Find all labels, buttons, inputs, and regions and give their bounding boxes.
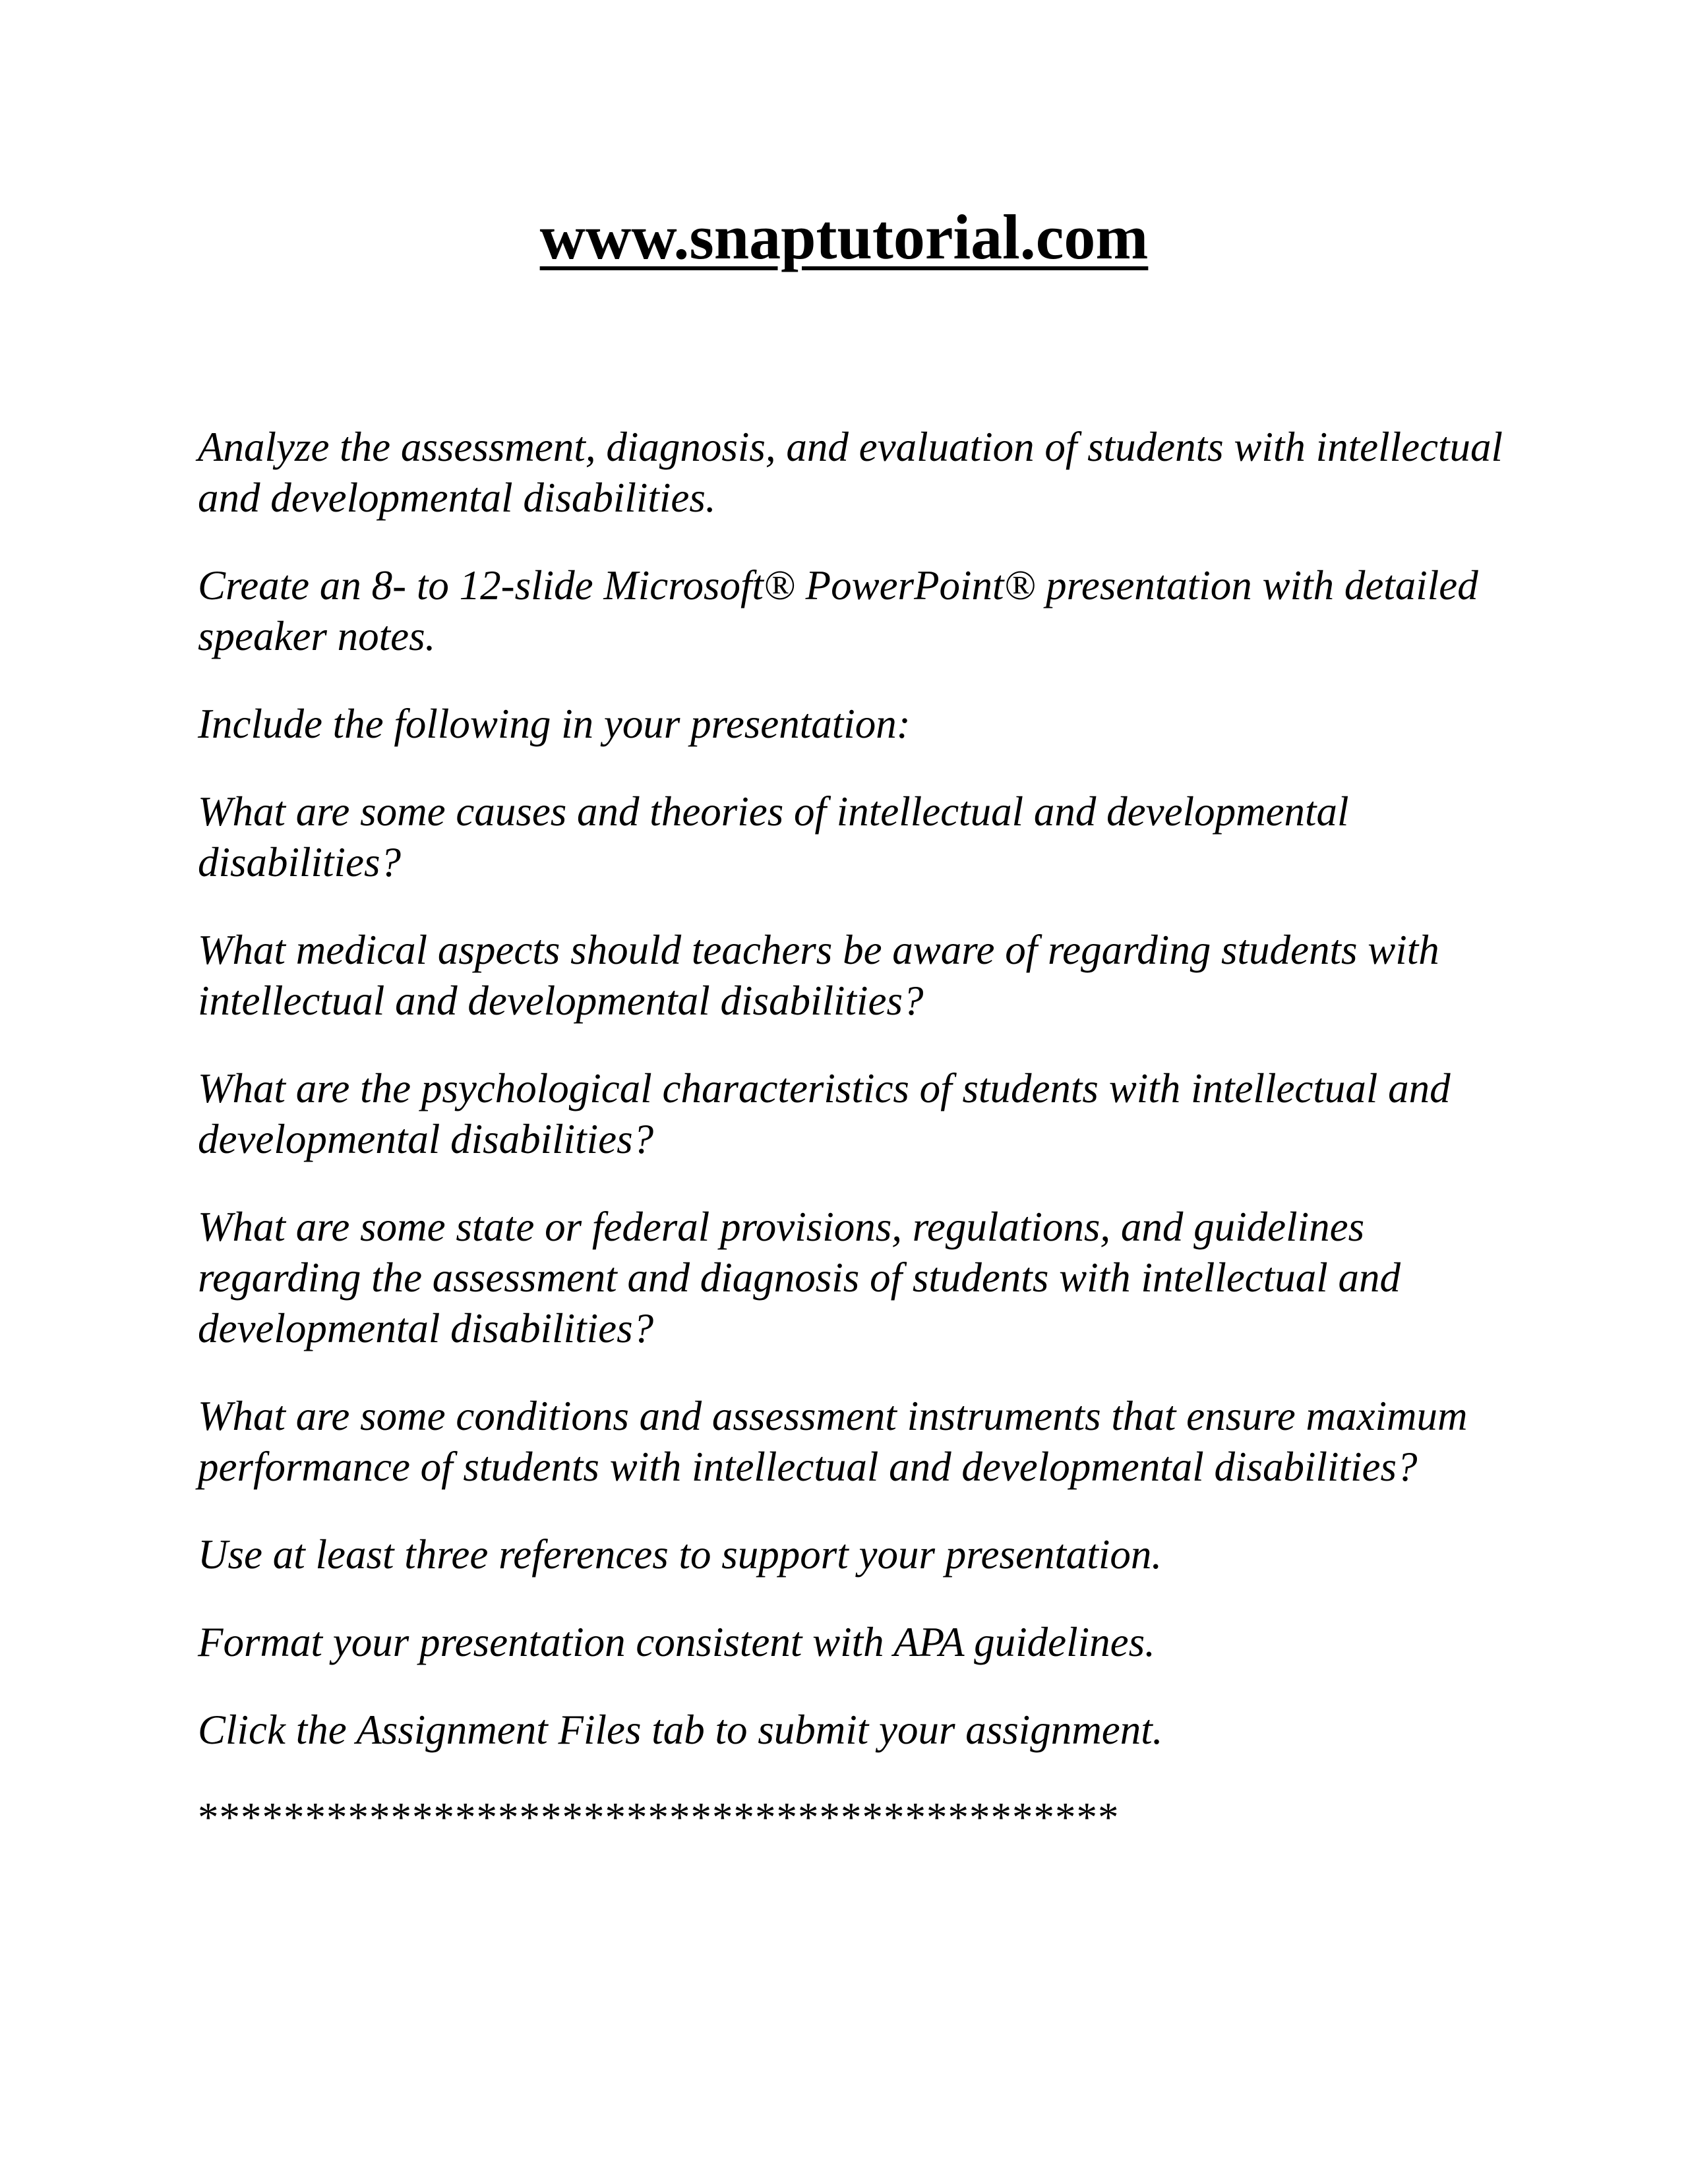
site-url-heading[interactable]: www.snaptutorial.com	[539, 202, 1149, 272]
paragraph-create-presentation: Create an 8- to 12-slide Microsoft® PowerPoint® presentation with detailed speaker notes.	[198, 562, 1478, 659]
paragraph-question-provisions: What are some state or federal provisions, regulations, and guidelines regarding the assessment and diagnosis of students with intellectual and developmental disabilities?	[198, 1204, 1401, 1351]
asterisk-separator: *******************************************	[198, 1794, 1120, 1841]
paragraph-question-medical: What medical aspects should teachers be aware of regarding students with intellectual and developmental disabilities?	[198, 927, 1439, 1024]
paragraph-submit: Click the Assignment Files tab to submit your assignment.	[198, 1707, 1163, 1753]
paragraph-intro: Analyze the assessment, diagnosis, and evaluation of students with intellectual and developmental disabilities.	[198, 424, 1503, 521]
paragraph-include: Include the following in your presentation:	[198, 701, 911, 747]
paragraph-references: Use at least three references to support your presentation.	[198, 1531, 1162, 1578]
paragraph-question-conditions: What are some conditions and assessment instruments that ensure maximum performance of students with intellectual and developmental disabilities?	[198, 1393, 1468, 1490]
paragraph-question-psychological: What are the psychological characteristics of students with intellectual and developmental disabilities?	[198, 1065, 1451, 1162]
paragraph-question-causes: What are some causes and theories of intellectual and developmental disabilities?	[198, 788, 1349, 885]
assignment-body	[198, 422, 1517, 1843]
paragraph-format: Format your presentation consistent with APA guidelines.	[198, 1619, 1155, 1665]
